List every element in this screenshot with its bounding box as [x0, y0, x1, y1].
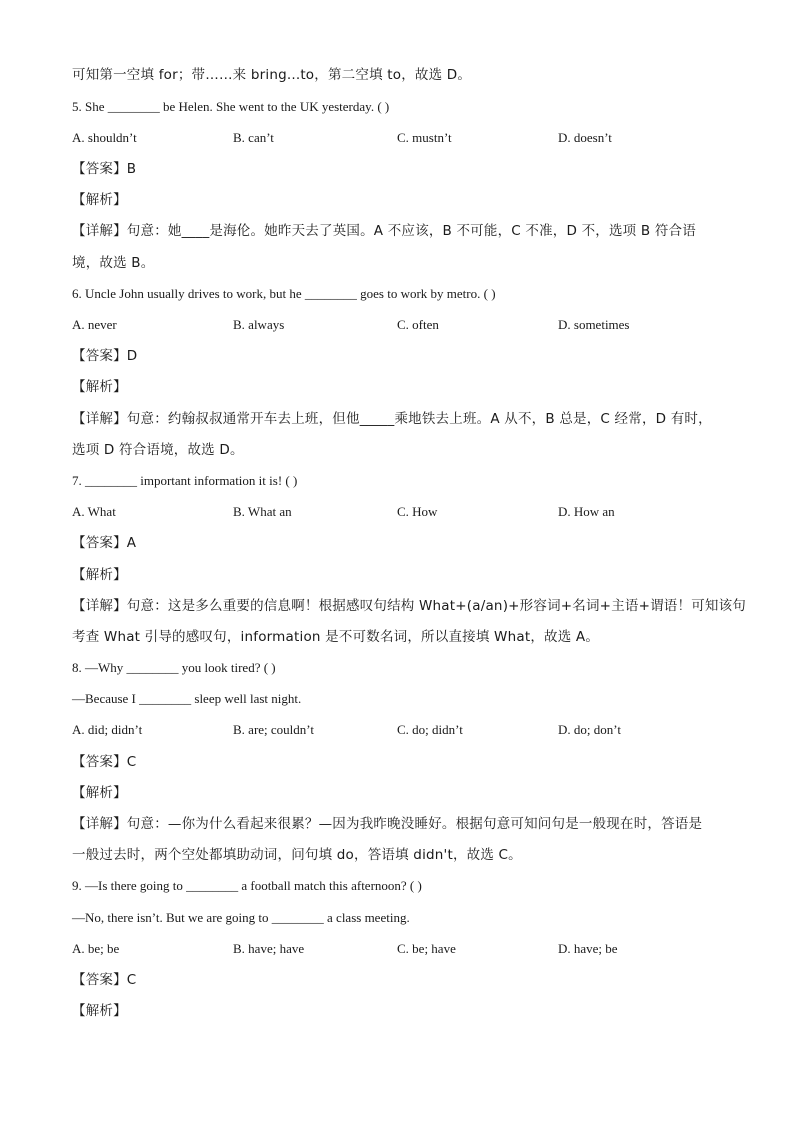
question-8-option-a: A. did; didn’t — [72, 722, 143, 737]
question-5-analysis: 【解析】 — [72, 192, 127, 208]
question-8-answer: 【答案】C — [72, 754, 137, 770]
question-8-option-d: D. do; don’t — [558, 722, 621, 737]
question-7-option-c: C. How — [397, 504, 438, 519]
question-9-option-d: D. have; be — [558, 941, 618, 956]
question-8-detail-line-1: 【详解】句意：—你为什么看起来很累？—因为我昨晚没睡好。根据句意可知问句是一般现在时，答语是 — [72, 816, 703, 832]
question-7-option-b: B. What an — [233, 504, 292, 519]
question-6-option-b: B. always — [233, 317, 285, 332]
question-7-option-a: A. What — [72, 504, 116, 519]
question-5-option-c: C. mustn’t — [397, 130, 452, 145]
question-7-analysis: 【解析】 — [72, 567, 127, 583]
question-6-stem: 6. Uncle John usually drives to work, but he ________ goes to work by metro. ( ) — [72, 286, 496, 301]
question-8-analysis: 【解析】 — [72, 785, 127, 801]
question-6-option-a: A. never — [72, 317, 117, 332]
question-9-stem: 9. —Is there going to ________ a football match this afternoon? ( ) — [72, 878, 422, 893]
intro-line: 可知第一空填 for；带……来 bring...to，第二空填 to，故选 D。 — [72, 67, 472, 83]
question-5-stem: 5. She ________ be Helen. She went to the UK yesterday. ( ) — [72, 99, 390, 114]
question-7-detail-line-2: 考查 What 引导的感叹句，information 是不可数名词，所以直接填 What，故选 A。 — [72, 629, 600, 645]
question-8-option-b: B. are; couldn’t — [233, 722, 314, 737]
question-6-answer: 【答案】D — [72, 348, 138, 364]
question-9-analysis: 【解析】 — [72, 1003, 127, 1019]
question-5-option-d: D. doesn’t — [558, 130, 612, 145]
question-8-stem: 8. —Why ________ you look tired? ( ) — [72, 660, 276, 675]
question-8-stem-line-2: —Because I ________ sleep well last night. — [72, 691, 302, 706]
question-6-detail-line-2: 选项 D 符合语境，故选 D。 — [72, 442, 244, 458]
question-9-option-c: C. be; have — [397, 941, 456, 956]
question-9-option-b: B. have; have — [233, 941, 305, 956]
question-9-option-a: A. be; be — [72, 941, 120, 956]
question-9-stem-line-2: —No, there isn’t. But we are going to ________ a class meeting. — [72, 910, 410, 925]
question-5-detail-line-1: 【详解】句意：她____是海伦。她昨天去了英国。A 不应该，B 不可能，C 不准，D 不，选项 B 符合语 — [72, 223, 696, 239]
question-8-detail-line-2: 一般过去时，两个空处都填助动词，问句填 do，答语填 didn't，故选 C。 — [72, 847, 522, 863]
question-6-analysis: 【解析】 — [72, 379, 127, 395]
question-7-stem: 7. ________ important information it is! ( ) — [72, 473, 298, 488]
question-6-detail-line-1: 【详解】句意：约翰叔叔通常开车去上班，但他_____乘地铁去上班。A 从不，B 总是，C 经常，D 有时， — [72, 411, 712, 427]
question-5-detail-line-2: 境，故选 B。 — [72, 255, 155, 271]
question-7-answer: 【答案】A — [72, 535, 137, 551]
question-5-answer: 【答案】B — [72, 161, 137, 177]
question-9-answer: 【答案】C — [72, 972, 137, 988]
question-6-option-c: C. often — [397, 317, 439, 332]
question-8-option-c: C. do; didn’t — [397, 722, 463, 737]
question-5-option-a: A. shouldn’t — [72, 130, 137, 145]
question-7-option-d: D. How an — [558, 504, 615, 519]
question-7-detail-line-1: 【详解】句意：这是多么重要的信息啊！根据感叹句结构 What+(a/an)+形容词+名词+主语+谓语！可知该句 — [72, 598, 747, 614]
question-6-option-d: D. sometimes — [558, 317, 630, 332]
question-5-option-b: B. can’t — [233, 130, 274, 145]
